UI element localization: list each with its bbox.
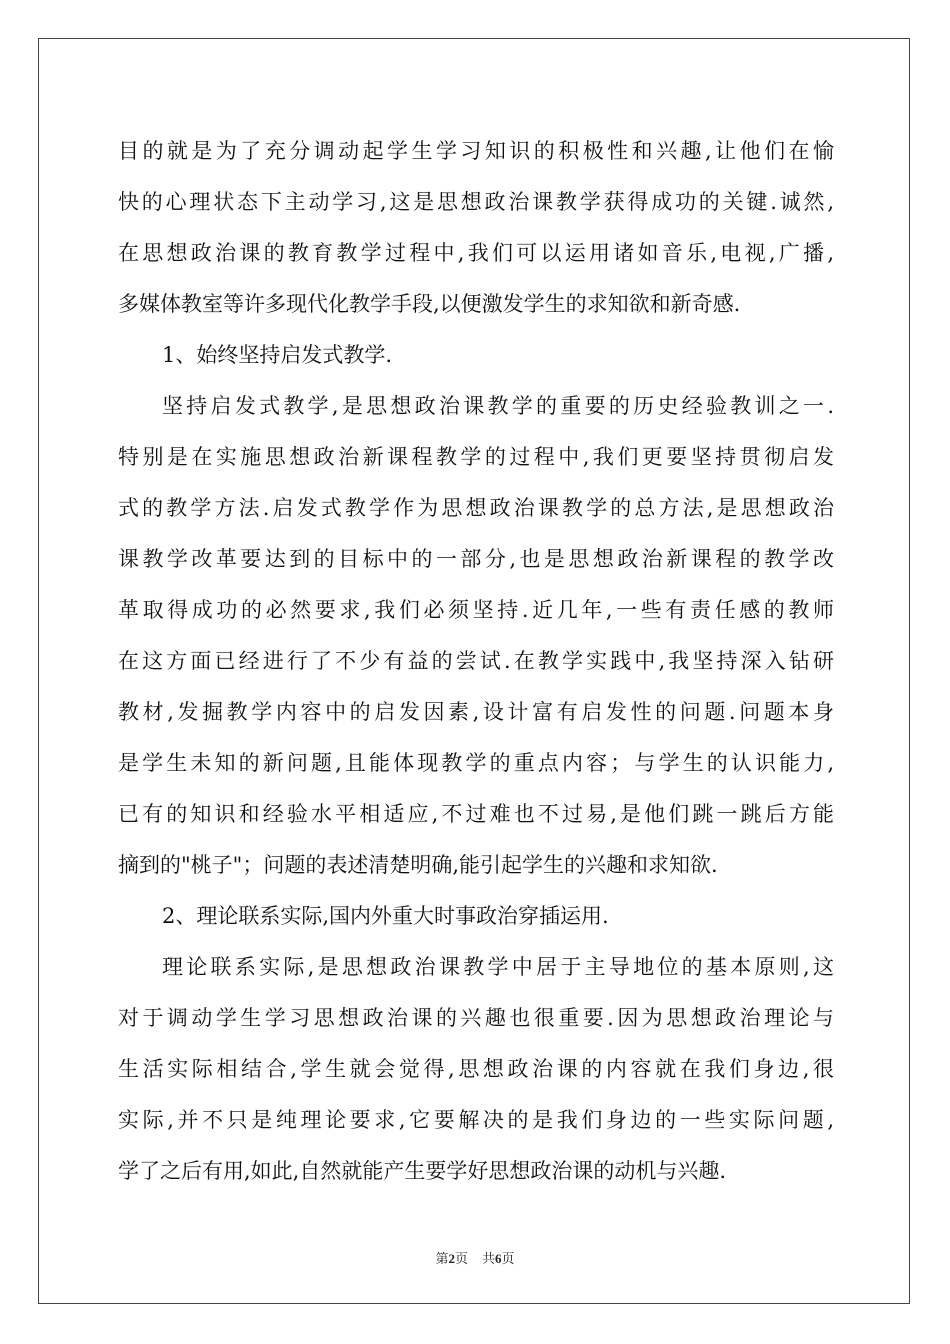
text-line: 实际,并不只是纯理论要求,它要解决的是我们身边的一些实际问题, [118, 1108, 834, 1132]
text-line: 快的心理状态下主动学习,这是思想政治课教学获得成功的关键.诚然, [118, 190, 834, 214]
page-suffix: 页 [454, 1252, 468, 1267]
text-line: 已有的知识和经验水平相适应,不过难也不过易,是他们跳一跳后方能 [118, 802, 834, 826]
text-line: 生活实际相结合,学生就会觉得,思想政治课的内容就在我们身边,很 [118, 1057, 834, 1081]
text-line: 对于调动学生学习思想政治课的兴趣也很重要.因为思想政治理论与 [118, 1006, 834, 1030]
text-line: 坚持启发式教学,是思想政治课教学的重要的历史经验教训之一. [162, 394, 834, 418]
page-number: 2 [448, 1251, 455, 1266]
text-line: 目的就是为了充分调动起学生学习知识的积极性和兴趣,让他们在愉 [118, 139, 834, 163]
text-line: 在思想政治课的教育教学过程中,我们可以运用诸如音乐,电视,广播, [118, 241, 834, 265]
page-footer [0, 1248, 950, 1267]
text-line: 摘到的"桃子"；问题的表述清楚明确,能引起学生的兴趣和求知欲. [118, 853, 718, 877]
text-line: 革取得成功的必然要求,我们必须坚持.近几年,一些有责任感的教师 [118, 598, 834, 622]
total-suffix: 页 [501, 1252, 515, 1267]
text-line: 2、理论联系实际,国内外重大时事政治穿插运用. [162, 904, 609, 928]
text-line: 式的教学方法.启发式教学作为思想政治课教学的总方法,是思想政治 [118, 496, 834, 520]
text-line: 理论联系实际,是思想政治课教学中居于主导地位的基本原则,这 [162, 955, 834, 979]
total-prefix: 共 [482, 1252, 496, 1267]
text-line: 课教学改革要达到的目标中的一部分,也是思想政治新课程的教学改 [118, 547, 834, 571]
text-line: 多媒体教室等许多现代化教学手段,以便激发学生的求知欲和新奇感. [118, 292, 741, 316]
total-pages: 6 [495, 1251, 502, 1266]
document-body [118, 126, 834, 1197]
text-line: 在这方面已经进行了不少有益的尝试.在教学实践中,我坚持深入钻研 [118, 649, 834, 673]
text-line: 学了之后有用,如此,自然就能产生要学好思想政治课的动机与兴趣. [118, 1159, 727, 1183]
text-line: 是学生未知的新问题,且能体现教学的重点内容；与学生的认识能力, [118, 751, 834, 775]
text-line: 特别是在实施思想政治新课程教学的过程中,我们更要坚持贯彻启发 [118, 445, 834, 469]
text-line: 1、始终坚持启发式教学. [162, 343, 393, 367]
text-line: 教材,发掘教学内容中的启发因素,设计富有启发性的问题.问题本身 [118, 700, 834, 724]
page-prefix: 第 [435, 1252, 449, 1267]
